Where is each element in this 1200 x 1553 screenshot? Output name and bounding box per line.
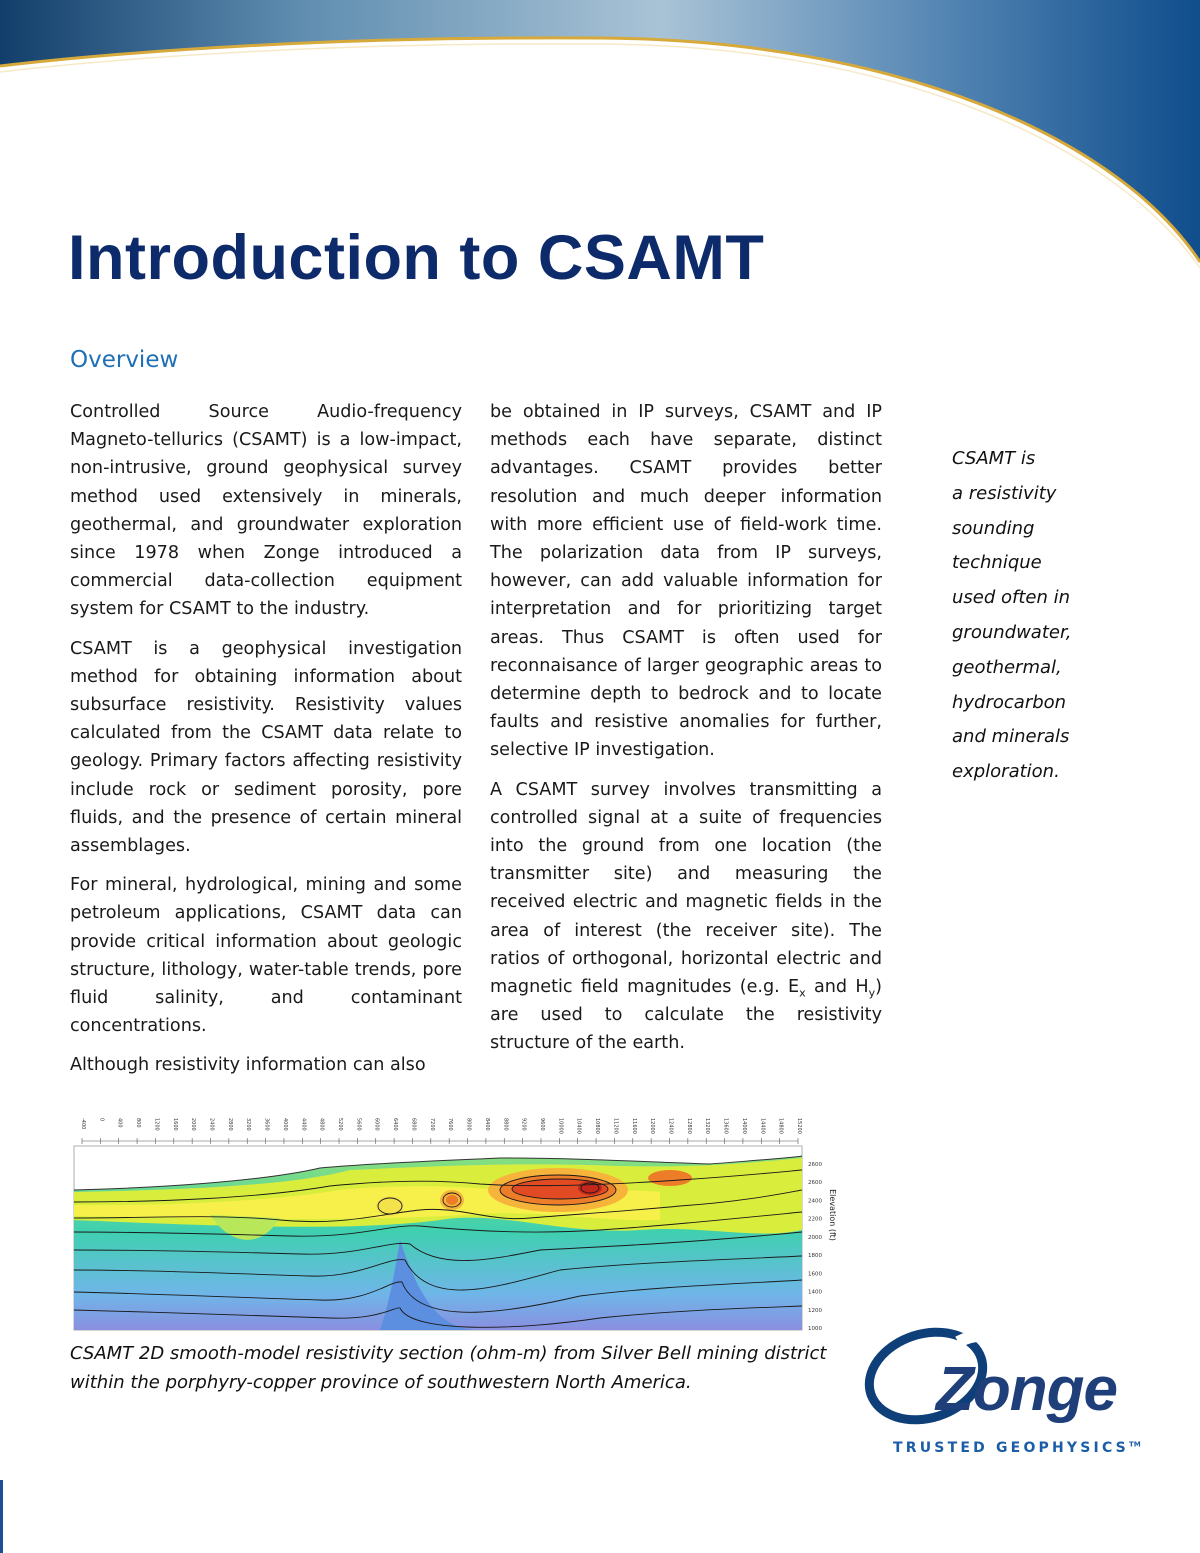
station-label: 3200 xyxy=(245,1118,252,1131)
station-label: 12000 xyxy=(649,1118,656,1134)
station-label: 6800 xyxy=(410,1118,417,1131)
station-label: 1200 xyxy=(153,1118,160,1131)
station-label: 7600 xyxy=(447,1118,454,1131)
sidebar-line: geothermal, xyxy=(952,656,1062,678)
station-label: 11200 xyxy=(612,1118,619,1134)
station-label: 8400 xyxy=(483,1118,490,1131)
sidebar-line: sounding xyxy=(952,517,1035,539)
sidebar-line: groundwater, xyxy=(952,621,1072,643)
paragraph-applications: For mineral, hydrological, mining and some petroleum applications, CSAMT data can provide critical information about geologic structure, lithology, water-table trends, pore fluid salinity, and contaminant concentrations. xyxy=(70,875,462,1037)
station-label: 12800 xyxy=(685,1118,692,1134)
station-axis xyxy=(80,1118,802,1144)
text-column-right xyxy=(490,398,882,1069)
station-label: 2800 xyxy=(226,1118,233,1131)
paragraph-survey: A CSAMT survey involves transmitting a controlled signal at a suite of frequencies into the ground from one location (the transmitter site) and measuring the received electric and magnetic fields in the area of interest (the receiver site). The ratios of orthogonal, horizontal electric and magnetic field magnitudes (e.g. $E_x$ and $H_y$) are used to calculate the resistivity structure of the earth. xyxy=(490,779,882,1054)
elevation-tick-label: 2600 xyxy=(808,1180,822,1187)
elevation-tick-label: 1000 xyxy=(808,1326,822,1332)
station-label: 7200 xyxy=(428,1118,435,1131)
trademark-mark: TM xyxy=(1128,1440,1141,1449)
station-label: 6000 xyxy=(373,1118,380,1131)
station-label: 2000 xyxy=(190,1118,197,1131)
station-label: 13600 xyxy=(722,1118,729,1134)
station-label: 1600 xyxy=(171,1118,178,1131)
station-label: 2400 xyxy=(208,1118,215,1131)
station-label: 9200 xyxy=(520,1118,527,1131)
station-label: 8800 xyxy=(502,1118,509,1131)
station-label: 4000 xyxy=(281,1118,288,1131)
station-label: 11600 xyxy=(630,1118,637,1134)
station-label: 10000 xyxy=(557,1118,564,1134)
page-edge-mark xyxy=(0,1480,3,1553)
station-label: 14000 xyxy=(740,1118,747,1134)
station-label: 12400 xyxy=(667,1118,674,1134)
elevation-tick-label: 1600 xyxy=(808,1271,822,1278)
paragraph-investigation: CSAMT is a geophysical investigation method for obtaining information about subsurface resistivity. Resistivity values calculated from the CSAMT data relate to geology. Primary factors affecting resistivity include rock or sediment porosity, pore fluids, and the presence of certain mineral assemblages. xyxy=(70,638,462,857)
elevation-tick-label: 2400 xyxy=(808,1198,822,1205)
sidebar-pull-quote xyxy=(952,442,1102,790)
sidebar-line: and minerals xyxy=(952,726,1070,748)
sidebar-line: technique xyxy=(952,552,1042,574)
elevation-axis-label: Elevation (ft) xyxy=(828,1189,837,1241)
station-label: 10800 xyxy=(594,1118,601,1134)
logo-tagline xyxy=(893,1440,1141,1456)
station-label: 6400 xyxy=(392,1118,399,1131)
elevation-tick-label: 2200 xyxy=(808,1216,822,1223)
section-heading-overview: Overview xyxy=(70,347,179,373)
station-label: 15200 xyxy=(796,1118,802,1134)
station-label: 8000 xyxy=(465,1118,472,1131)
paragraph-comparison: Although resistivity information can also xyxy=(70,1055,426,1076)
station-label: 14800 xyxy=(777,1118,784,1134)
elevation-tick-label: 2600 xyxy=(808,1162,822,1168)
station-label: 800 xyxy=(135,1118,142,1128)
station-label: 4400 xyxy=(300,1118,307,1131)
sidebar-line: a resistivity xyxy=(952,482,1057,504)
tagline-text: TRUSTED GEOPHYSICS xyxy=(893,1440,1129,1456)
station-label: 5600 xyxy=(355,1118,362,1131)
station-label: 9600 xyxy=(538,1118,545,1131)
station-label: 10400 xyxy=(575,1118,582,1134)
station-label: 4800 xyxy=(318,1118,325,1131)
station-label: 3600 xyxy=(263,1118,270,1131)
elevation-tick-label: 2000 xyxy=(808,1234,822,1241)
sidebar-line: exploration. xyxy=(952,761,1060,783)
station-label: 0 xyxy=(98,1118,105,1122)
text-column-left xyxy=(70,398,462,1091)
sidebar-line: CSAMT is xyxy=(952,448,1036,469)
figure-caption: CSAMT 2D smooth-model resistivity section (ohm-m) from Silver Bell mining district within the porphyry-copper province of southwestern North America. xyxy=(70,1343,827,1393)
station-label: 13200 xyxy=(704,1118,711,1134)
paragraph-intro: Controlled Source Audio-frequency Magneto-tellurics (CSAMT) is a low-impact, non-intrusive, ground geophysical survey method used extensively in minerals, geothermal, and groundwater exploration since 1978 when Zonge introduced a commercial data-collection equipment system for CSAMT to the industry. xyxy=(70,402,462,620)
elevation-axis xyxy=(808,1162,822,1332)
logo-wordmark: Zonge xyxy=(936,1355,1117,1424)
sidebar-line: used often in xyxy=(952,587,1071,609)
resistivity-section-figure xyxy=(60,1110,840,1335)
station-label: -400 xyxy=(80,1118,86,1130)
paragraph-comparison-continued: be obtained in IP surveys, CSAMT and IP methods each have separate, distinct advantages. CSAMT provides better resolution and much deeper information with more efficient use of field-work time. The polarization data from IP surveys, however, can add valuable information for interpretation and for prioritizing target areas. Thus CSAMT is often used for reconnaisance of larger geographic areas to determine depth to bedrock and to locate faults and resistive anomalies for further, selective IP investigation. xyxy=(490,402,882,761)
station-label: 400 xyxy=(116,1118,123,1128)
elevation-tick-label: 1400 xyxy=(808,1289,822,1296)
station-label: 5200 xyxy=(337,1118,344,1131)
station-label: 14400 xyxy=(759,1118,766,1134)
sidebar-line: hydrocarbon xyxy=(952,691,1067,713)
elevation-tick-label: 1200 xyxy=(808,1307,822,1314)
elevation-tick-label: 1800 xyxy=(808,1253,822,1260)
page-title: Introduction to CSAMT xyxy=(68,223,765,293)
